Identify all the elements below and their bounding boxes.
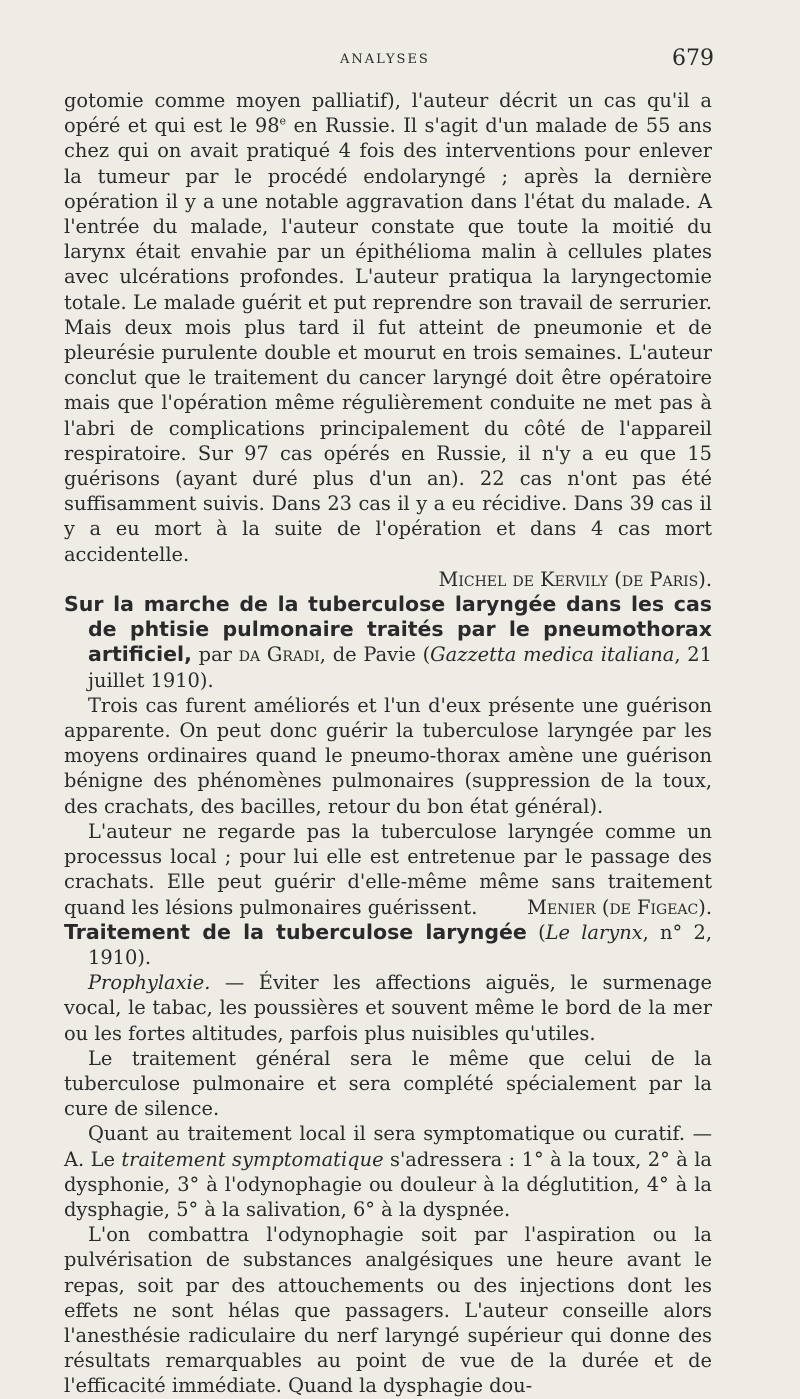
article-journal: Gazzetta medica italiana: [430, 643, 675, 667]
paragraph-prophylaxie: [64, 970, 712, 1046]
article-title: Traitement de la tuberculose laryngée: [64, 919, 527, 944]
article-paren: (: [526, 920, 546, 944]
traitement-local-end: s'adressera : 1° à la toux, 2° à la dysphonie, 3° à l'odynophagie ou douleur à la déglutition, 4° à la dysphagie, 5° à la salivation, 6° à la dyspnée.: [64, 1147, 712, 1221]
paragraph-traitement-local: [64, 1121, 712, 1222]
article-place: , de Pavie (: [319, 643, 431, 667]
article-heading-traitement: [64, 920, 712, 970]
body-text: [64, 88, 712, 1399]
article-title: Sur la marche de la tuberculose laryngée dans les cas de phtisie pulmonaire traités par le pneumothorax artificiel,: [64, 592, 712, 667]
traitement-symptomatique: traitement symptomatique: [121, 1147, 384, 1171]
page-number: 679: [672, 46, 714, 71]
signature-kervily: Michel de Kervily (de Paris).: [438, 567, 712, 591]
paragraph-2: Trois cas furent améliorés et l'un d'eux présente une guérison apparente. On peut donc guérir la tuberculose laryngée par les moyens ordinaires quand le pneumo-thorax amène une guérison bénigne des phénomènes pulmonaires (suppression de la toux, des crachats, des bacilles, retour du bon état général).: [64, 693, 712, 818]
prophylaxie-text: — Éviter les affections aiguës, le surmenage vocal, le tabac, les poussières et souvent même le bord de la mer ou les fortes altitudes, parfois plus nuisibles qu'utiles.: [64, 971, 712, 1045]
article-heading-pneumothorax: [64, 592, 712, 693]
article-rest: , n° 2, 1910).: [88, 920, 712, 969]
article-journal: Le larynx: [545, 920, 643, 944]
paragraph-1-part-a: gotomie comme moyen palliatif), l'auteur décrit un cas qu'il a opéré et qui est le 98: [64, 89, 712, 138]
paragraph-continued: [64, 88, 712, 567]
paragraph-odynophagie: L'on combattra l'odynophagie soit par l'aspiration ou la pulvérisation de substances analgésiques une heure avant le repas, soit par des attouchements ou des injections dont les effets ne sont hélas que passagers. L'auteur conseille alors l'anesthésie radiculaire du nerf laryngé supérieur qui donne des résultats remarquables au point de vue de la durée et de l'efficacité immédiate. Quand la dysphagie dou-: [64, 1223, 712, 1398]
traitement-local-start: Quant au traitement local il sera symptomatique ou curatif. — A. Le: [64, 1122, 712, 1171]
paragraph-3-text: L'auteur ne regarde pas la tuberculose laryngée comme un processus local ; pour lui elle est entretenue par le passage des crachats. Elle peut guérir d'elle-même même sans traitement quand les lésions pulmonaires guérissent.: [64, 819, 712, 919]
article-by: par: [191, 643, 239, 667]
signature-menier: Menier (de Figeac).: [527, 895, 712, 919]
article-author: da Gradi: [238, 643, 320, 667]
running-title: ANALYSES: [340, 52, 430, 67]
article-date: , 21 juillet 1910).: [88, 643, 712, 692]
paragraph-3: [64, 819, 712, 920]
ordinal-superscript: e: [279, 114, 287, 128]
prophylaxie-label: Prophylaxie.: [88, 971, 211, 995]
paragraph-traitement-general: Le traitement général sera le même que celui de la tuberculose pulmonaire et sera complété spécialement par la cure de silence.: [64, 1046, 712, 1121]
paragraph-1-part-b: en Russie. Il s'agit d'un malade de 55 ans chez qui on avait pratiqué 4 fois des interventions pour enlever la tumeur par le procédé endolaryngé ; après la dernière opération il y a une notable aggravation dans l'état du malade. A l'entrée du malade, l'auteur constate que toute la moitié du larynx était envahie par un épithélioma malin à cellules plates avec ulcérations profondes. L'auteur pratiqua la laryngectomie totale. Le malade guérit et put reprendre son travail de serrurier. Mais deux mois plus tard il fut atteint de pneumonie et de pleurésie purulente double et mourut en trois semaines. L'auteur conclut que le traitement du cancer laryngé doit être opératoire mais que l'opération même régulièrement conduite ne met pas à l'abri de complications principalement du côté de l'appareil respiratoire. Sur 97 cas opérés en Russie, il n'y a eu que 15 guérisons (ayant duré plus d'un an). 22 cas n'ont pas été suffisamment suivis. Dans 23 cas il y a eu récidive. Dans 39 cas il y a eu mort à la suite de l'opération et dans 4 cas mort accidentelle.: [64, 114, 712, 566]
